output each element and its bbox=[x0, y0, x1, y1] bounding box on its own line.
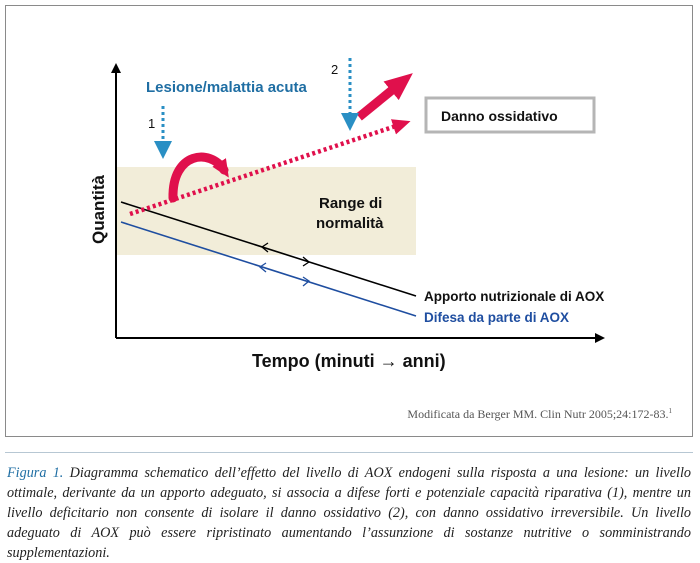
nutritional-intake-label: Apporto nutrizionale di AOX bbox=[424, 289, 605, 304]
source-text: Modificata da Berger MM. Clin Nutr 2005;24:172-83. bbox=[407, 407, 669, 421]
source-ref: 1 bbox=[668, 407, 672, 415]
marker-2: 2 bbox=[331, 62, 339, 77]
caption-text: Diagramma schematico dell’effetto del livello di AOX endogeni sulla risposta a una lesione: un livello ottimale, derivante da un apporto adeguato, si associa a difese forti e potenziale capacità riparativa (1), mentre un livello deficitario non consente di isolare il danno ossidativo (2), con danno ossidativo irreversibile. Un livello adeguato di AOX può essere ripristinato aumentando l’assunzione di sostanze nutritive o somministrando supplementazioni. bbox=[7, 465, 691, 561]
figure-caption bbox=[7, 463, 691, 563]
x-axis-label: Tempo (minuti → anni) bbox=[252, 351, 446, 371]
aox-defense-label: Difesa da parte di AOX bbox=[424, 310, 570, 325]
oxidative-damage-label: Danno ossidativo bbox=[441, 108, 558, 124]
y-axis-label: Quantità bbox=[89, 175, 108, 244]
figure-label: Figura 1. bbox=[7, 465, 64, 481]
source-citation bbox=[407, 407, 672, 422]
irreversible-damage-arrow bbox=[359, 82, 402, 117]
marker-1: 1 bbox=[148, 116, 156, 131]
normal-range-label-line1: Range di bbox=[319, 195, 383, 212]
normal-range-label-line2: normalità bbox=[316, 215, 384, 232]
acute-event-label: Lesione/malattia acuta bbox=[146, 79, 307, 96]
caption-divider bbox=[5, 452, 693, 453]
